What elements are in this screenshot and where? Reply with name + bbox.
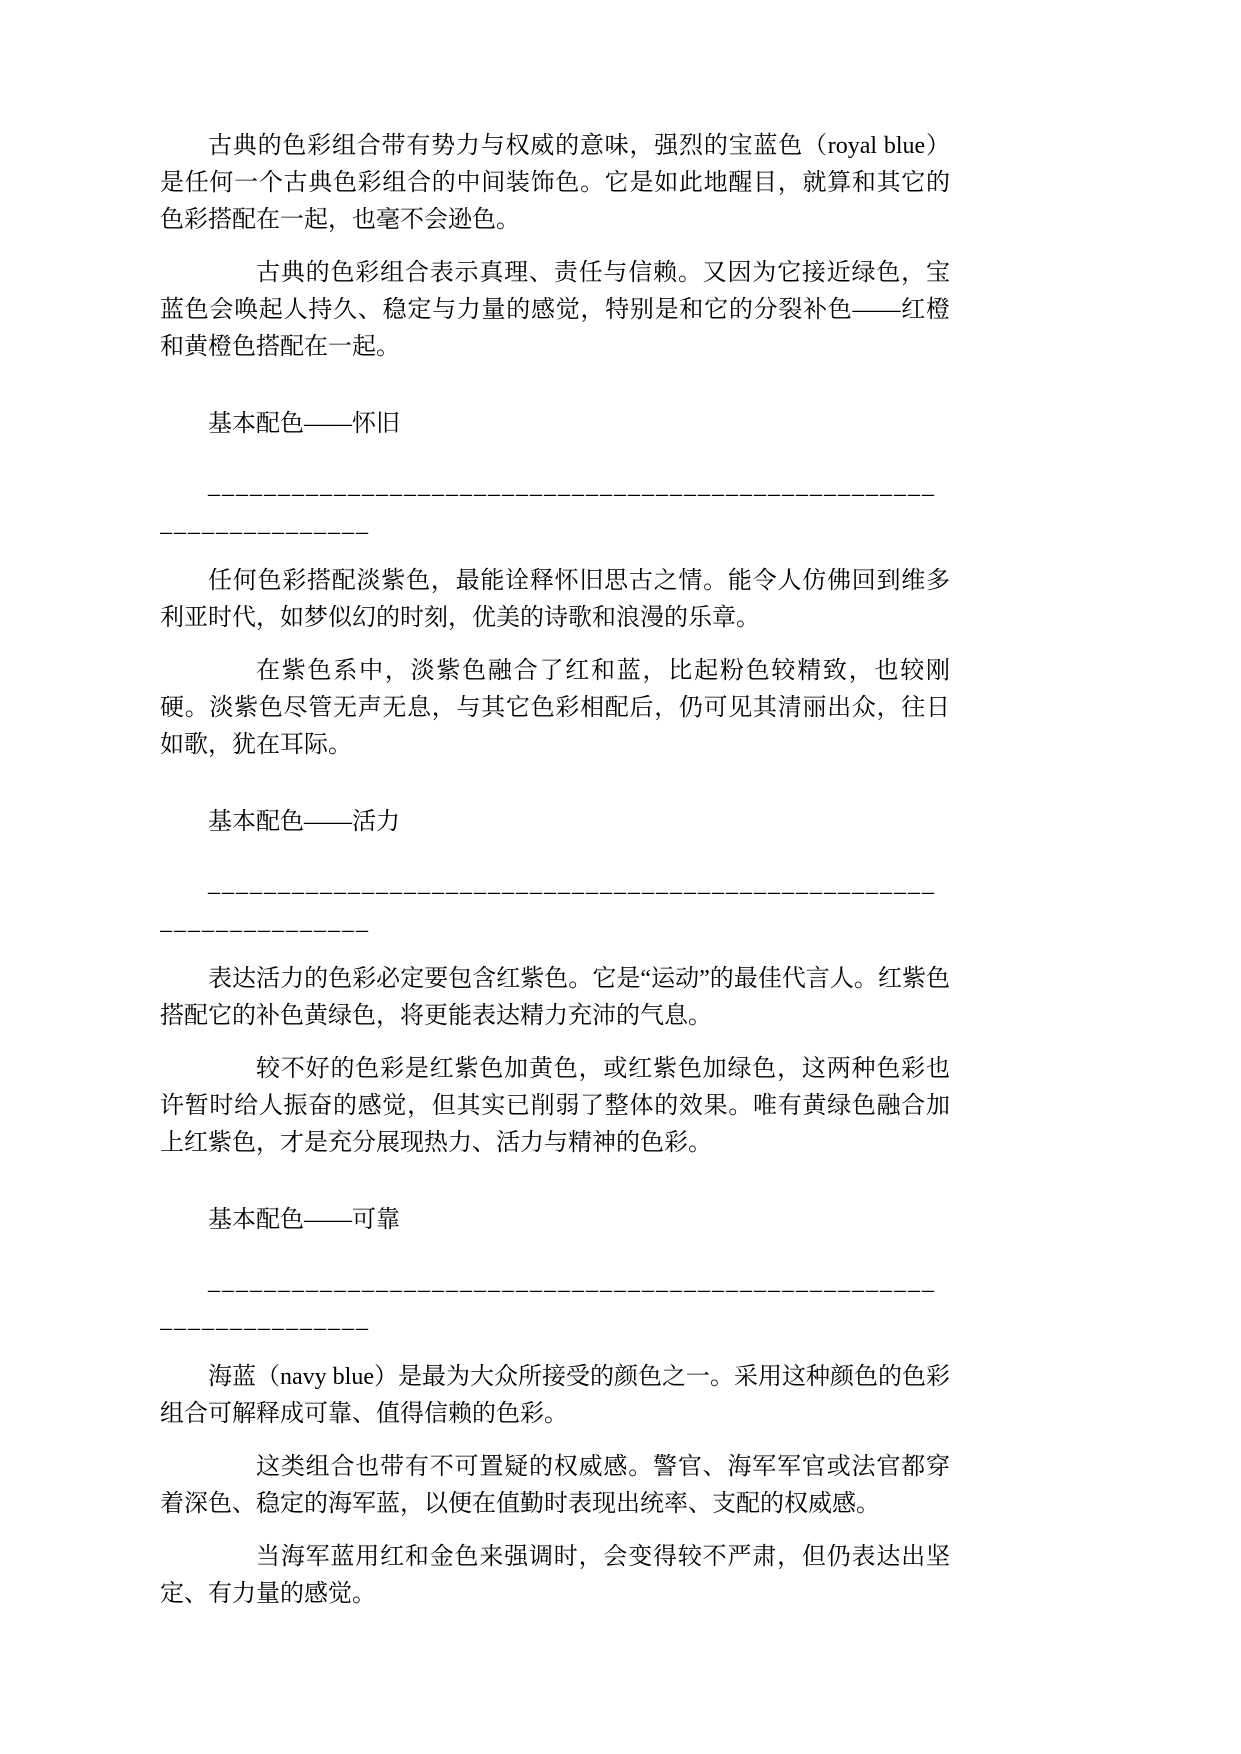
section-separator [160, 467, 950, 543]
separator-line-1: ____________________________________________________ [208, 1269, 936, 1295]
paragraph-navy-blue-1: 海蓝（navy blue）是最为大众所接受的颜色之一。采用这种颜色的色彩组合可解释成可靠、值得信赖的色彩。 [160, 1364, 950, 1427]
separator-line-2: _______________ [160, 1307, 370, 1333]
paragraph-nostalgia-2: 在紫色系中，淡紫色融合了红和蓝，比起粉色较精致，也较刚硬。淡紫色尽管无声无息，与其它色彩相配后，仍可见其清丽出众，往日如歌，犹在耳际。 [160, 658, 950, 758]
section-separator [160, 865, 950, 941]
section-heading-reliable: 基本配色——可靠 [208, 1207, 400, 1233]
paragraph-vitality-2: 较不好的色彩是红紫色加黄色，或红紫色加绿色，这两种色彩也许暂时给人振奋的感觉，但其实已削弱了整体的效果。唯有黄绿色融合加上红紫色，才是充分展现热力、活力与精神的色彩。 [160, 1056, 950, 1156]
section-heading-nostalgia: 基本配色——怀旧 [208, 411, 400, 437]
paragraph-royal-blue-1: 古典的色彩组合带有势力与权威的意味，强烈的宝蓝色（royal blue）是任何一个古典色彩组合的中间装饰色。它是如此地醒目，就算和其它的色彩搭配在一起，也毫不会逊色。 [160, 133, 950, 233]
separator-line-1: ____________________________________________________ [208, 871, 936, 897]
separator-line-1: ____________________________________________________ [208, 473, 936, 499]
paragraph-royal-blue-2: 古典的色彩组合表示真理、责任与信赖。又因为它接近绿色，宝蓝色会唤起人持久、稳定与力量的感觉，特别是和它的分裂补色——红橙和黄橙色搭配在一起。 [160, 260, 950, 360]
paragraph-vitality-1: 表达活力的色彩必定要包含红紫色。它是“运动”的最佳代言人。红紫色搭配它的补色黄绿色，将更能表达精力充沛的气息。 [160, 966, 950, 1029]
separator-line-2: _______________ [160, 909, 370, 935]
section-separator [160, 1263, 950, 1339]
separator-line-2: _______________ [160, 511, 370, 537]
paragraph-navy-blue-3: 当海军蓝用红和金色来强调时，会变得较不严肃，但仍表达出坚定、有力量的感觉。 [160, 1544, 950, 1607]
paragraph-navy-blue-2: 这类组合也带有不可置疑的权威感。警官、海军军官或法官都穿着深色、稳定的海军蓝，以便在值勤时表现出统率、支配的权威感。 [160, 1454, 950, 1517]
paragraph-nostalgia-1: 任何色彩搭配淡紫色，最能诠释怀旧思古之情。能令人仿佛回到维多利亚时代，如梦似幻的时刻，优美的诗歌和浪漫的乐章。 [160, 568, 950, 631]
section-heading-vitality: 基本配色——活力 [208, 809, 400, 835]
